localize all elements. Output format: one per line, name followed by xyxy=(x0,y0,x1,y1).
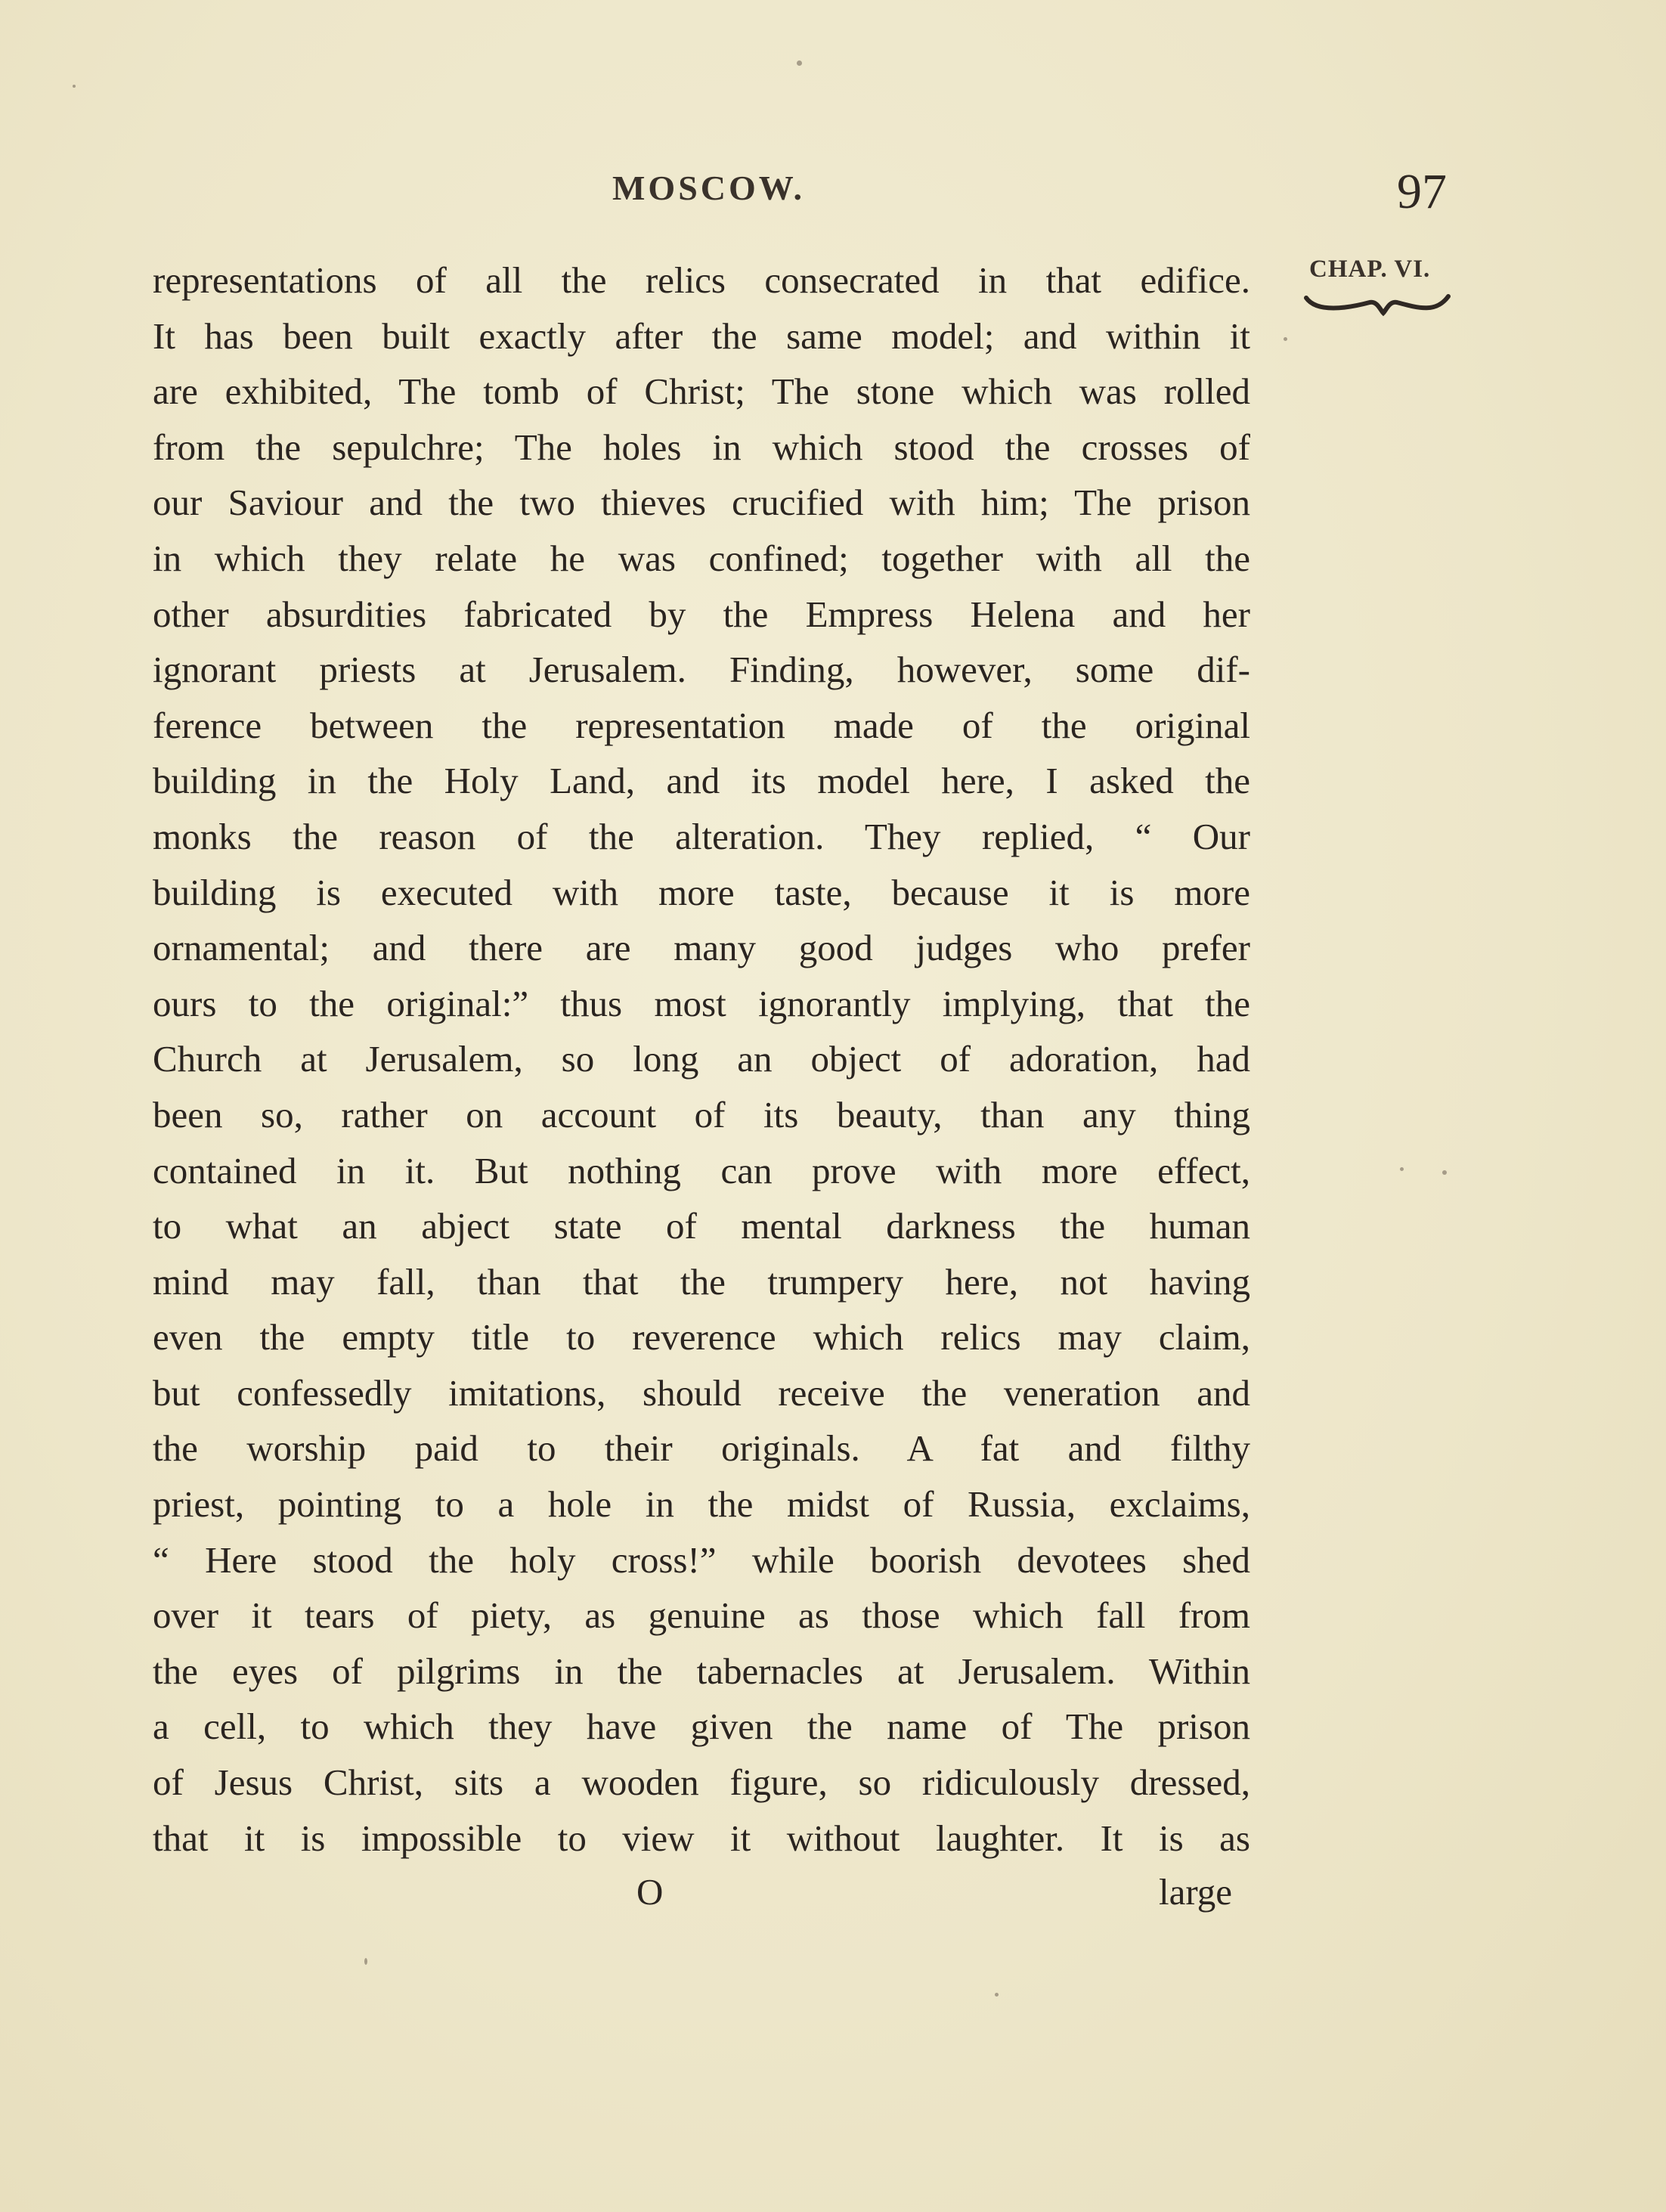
paper-speck xyxy=(1442,1170,1447,1175)
text-line: building in the Holy Land, and its model here, I asked the xyxy=(153,760,1250,802)
text-line: priest, pointing to a hole in the midst of Russia, exclaims, xyxy=(153,1483,1250,1526)
text-line: contained in it. But nothing can prove with more effect, xyxy=(153,1149,1250,1191)
text-line: ference between the representation made of the original xyxy=(153,704,1250,746)
page-number: 97 xyxy=(1397,164,1447,219)
text-line: over it tears of piety, as genuine as those which fall from xyxy=(153,1594,1250,1637)
text-line: mind may fall, than that the trumpery here, not having xyxy=(153,1260,1250,1303)
catchword: large xyxy=(1158,1871,1232,1913)
text-line: a cell, to which they have given the name of The prison xyxy=(153,1705,1250,1748)
chapter-marginal-note: CHAP. VI. xyxy=(1309,256,1431,283)
text-line: other absurdities fabricated by the Empress Helena and her xyxy=(153,593,1250,635)
running-title: MOSCOW. xyxy=(612,169,806,207)
text-line: been so, rather on account of its beauty, than any thing xyxy=(153,1093,1250,1135)
text-line: even the empty title to reverence which relics may claim, xyxy=(153,1316,1250,1358)
text-line: It has been built exactly after the same model; and within it xyxy=(153,314,1250,357)
text-line: but confessedly imitations, should receive the veneration and xyxy=(153,1371,1250,1414)
paper-speck xyxy=(797,60,802,66)
paper-speck xyxy=(73,85,76,88)
text-line: are exhibited, The tomb of Christ; The stone which was rolled xyxy=(153,370,1250,413)
text-line: the eyes of pilgrims in the tabernacles at Jerusalem. Within xyxy=(153,1650,1250,1692)
text-line: building is executed with more taste, because it is more xyxy=(153,871,1250,913)
catchline xyxy=(153,1870,1250,1923)
text-line: our Saviour and the two thieves crucified with him; The prison xyxy=(153,482,1250,524)
text-line: of Jesus Christ, sits a wooden figure, so ridiculously dressed, xyxy=(153,1761,1250,1804)
text-line: that it is impossible to view it without laughter. It is as xyxy=(153,1817,1250,1859)
paper-speck xyxy=(1400,1167,1404,1171)
text-line: representations of all the relics consecrated in that edifice. xyxy=(153,259,1250,301)
text-line: Church at Jerusalem, so long an object of adoration, had xyxy=(153,1038,1250,1080)
text-line: ornamental; and there are many good judges who prefer xyxy=(153,927,1250,969)
text-line: the worship paid to their originals. A fat and filthy xyxy=(153,1427,1250,1470)
text-line: monks the reason of the alteration. They replied, “ Our xyxy=(153,815,1250,857)
paper-speck xyxy=(1284,337,1287,341)
text-line: in which they relate he was confined; together with all the xyxy=(153,537,1250,579)
text-line: to what an abject state of mental darkness the human xyxy=(153,1205,1250,1247)
paper-speck xyxy=(364,1958,367,1965)
text-line: ignorant priests at Jerusalem. Finding, however, some dif- xyxy=(153,649,1250,691)
signature-mark: O xyxy=(636,1871,664,1913)
brace-ornament-icon xyxy=(1302,290,1453,318)
text-line: ours to the original:” thus most ignorantly implying, that the xyxy=(153,982,1250,1024)
paper-speck xyxy=(995,1993,999,1997)
text-line: from the sepulchre; The holes in which stood the crosses of xyxy=(153,426,1250,468)
body-text xyxy=(153,252,1250,1866)
text-line: “ Here stood the holy cross!” while boorish devotees shed xyxy=(153,1538,1250,1581)
